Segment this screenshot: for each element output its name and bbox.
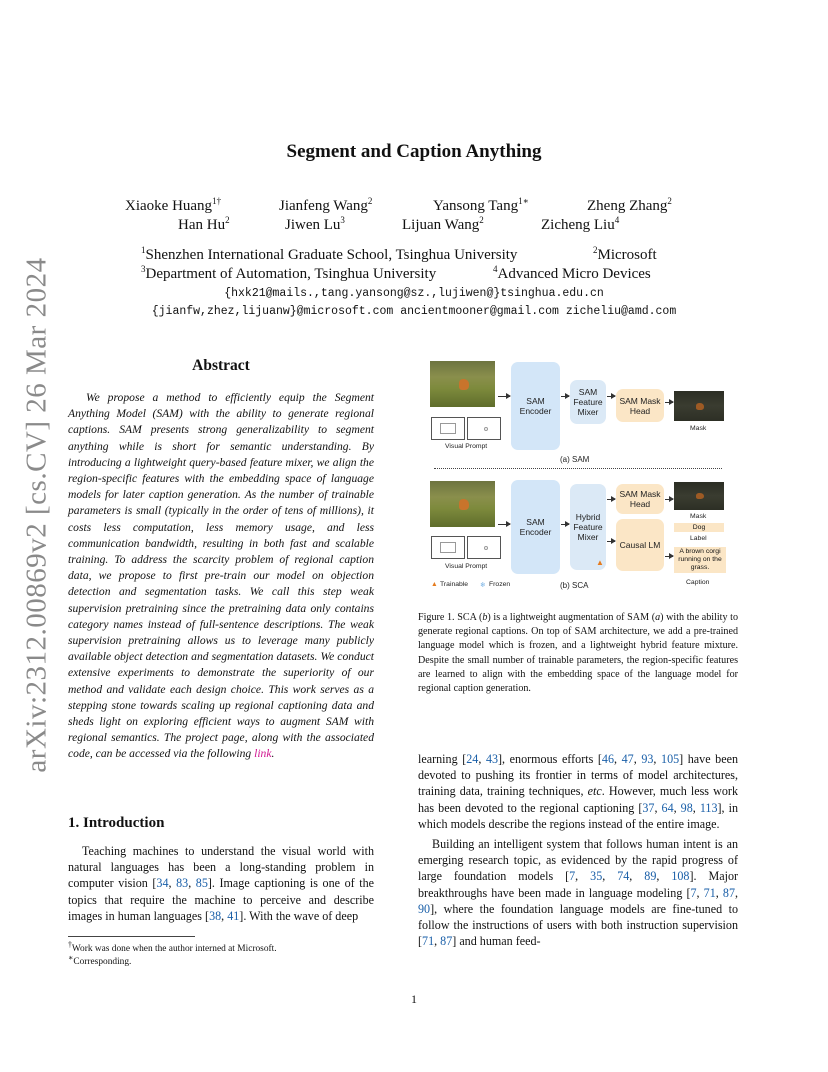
- arrow-a4: [665, 402, 673, 403]
- text-run: ]. Image captioning is one of the topics that require the machine to perceive and describe images in human languages [: [68, 876, 374, 923]
- label-label: Label: [690, 535, 707, 542]
- text-run: ], enormous efforts [: [498, 752, 602, 766]
- figure-1-diagram: [418, 356, 738, 596]
- citation-link[interactable]: 41: [227, 908, 240, 923]
- text-run: ]. With the wave of deep: [239, 908, 359, 923]
- text-run: ,: [629, 869, 645, 884]
- citation-link[interactable]: 47: [621, 752, 634, 766]
- text-run: ,: [715, 885, 723, 900]
- citation-link[interactable]: 93: [641, 752, 654, 766]
- citation-link[interactable]: 105: [661, 752, 680, 766]
- text-run: ]. Major breakthroughs have been made in language modeling [: [418, 869, 738, 900]
- text-run: ,: [696, 885, 704, 900]
- arrow-b6: [665, 556, 673, 557]
- text-run: ,: [654, 800, 662, 815]
- visual-prompt-label-a: Visual Prompt: [445, 443, 488, 450]
- project-page-link[interactable]: link: [254, 747, 272, 761]
- citation-link[interactable]: 71: [422, 934, 435, 949]
- causal-lm: Causal LM: [616, 519, 664, 571]
- text-run: learning [: [418, 752, 467, 766]
- figure-divider: [434, 468, 722, 469]
- citation-link[interactable]: 46: [601, 752, 614, 766]
- affiliation-4: $^4$Advanced Micro Devices: [493, 264, 651, 282]
- intro-paragraph-right-column: [418, 751, 738, 963]
- sam-encoder-b: SAM Encoder: [511, 480, 560, 574]
- text-run: ,: [575, 869, 591, 884]
- author-6: Jiwen Lu$^3$: [285, 215, 345, 233]
- citation-link[interactable]: 38: [209, 908, 222, 923]
- trainable-flame-icon: ▲: [596, 558, 604, 567]
- citation-link[interactable]: 24: [466, 752, 479, 766]
- visual-prompt-label-b: Visual Prompt: [445, 563, 488, 570]
- text-run: ,: [168, 876, 177, 891]
- input-image-a: [430, 361, 495, 407]
- author-8: Zicheng Liu$^4$: [541, 215, 620, 233]
- citation-link[interactable]: 71: [703, 885, 716, 900]
- section-heading-introduction: 1. Introduction: [68, 815, 165, 831]
- affiliation-2: $^2$Microsoft: [593, 245, 657, 263]
- citation-link[interactable]: 7: [690, 885, 697, 900]
- footnote-1: †Work was done when the author interned at Microsoft.: [68, 940, 277, 955]
- arrow-b1: [498, 524, 510, 525]
- subfigure-label-b: (b) SCA: [560, 581, 589, 590]
- citation-link[interactable]: 37: [642, 800, 655, 815]
- citation-link[interactable]: 108: [671, 869, 690, 884]
- caption-text-tag: A brown corgi running on the grass.: [674, 547, 726, 573]
- footnote-2: ∗Corresponding.: [68, 953, 132, 968]
- author-4: Zheng Zhang$^2$: [587, 196, 672, 214]
- text-run: ,: [434, 934, 441, 949]
- email-line-2: {jianfw,zhez,lijuanw}@microsoft.com ancientmooner@gmail.com zicheliu@amd.com: [151, 305, 677, 318]
- text-run: ], in which models describe the regions instead of the entire image.: [418, 800, 738, 831]
- trainable-legend-icon: ▲: [431, 581, 438, 588]
- trainable-legend-label: Trainable: [440, 581, 469, 588]
- arrow-a2: [561, 396, 569, 397]
- citation-link[interactable]: 87: [440, 934, 453, 949]
- mask-output-b: [674, 482, 724, 510]
- text-run: Building an intelligent system that follows human intent is an emerging research topic, as evidenced by the rapid progress of large foundation models [: [418, 837, 738, 884]
- arrow-a1: [498, 396, 510, 397]
- text-run: ,: [188, 876, 196, 891]
- text-run: ,: [602, 869, 618, 884]
- page-number: 1: [411, 992, 417, 1006]
- citation-link[interactable]: 43: [485, 752, 499, 766]
- intro-paragraph-1-left: [68, 843, 374, 925]
- sam-mask-head-a: SAM Mask Head: [616, 389, 664, 422]
- text-run: ] and human feed-: [452, 934, 541, 949]
- text-run: ,: [692, 800, 700, 815]
- text-run: ] have been devoted to pushing its frontier in terms of model architectures, training data, training techniques,: [418, 752, 738, 799]
- text-run: Teaching machines to understand the visual world with natural languages has been a long-standing problem in computer vision [: [68, 844, 374, 891]
- affiliation-3: $^3$Department of Automation, Tsinghua University: [141, 264, 437, 282]
- citation-link[interactable]: 98: [680, 800, 693, 815]
- affiliation-1: $^1$Shenzhen International Graduate School, Tsinghua University: [141, 245, 518, 263]
- text-run: ,: [633, 752, 642, 766]
- citation-link[interactable]: 7: [569, 869, 576, 884]
- citation-link[interactable]: 89: [644, 869, 657, 884]
- author-1: Xiaoke Huang$^{1\dagger}$: [125, 196, 222, 214]
- input-image-b: [430, 481, 495, 527]
- paper-title: Segment and Caption Anything: [286, 141, 542, 162]
- footnote-rule: [68, 936, 195, 937]
- frozen-legend-label: Frozen: [489, 581, 511, 588]
- frozen-legend-icon: ❄: [480, 582, 486, 589]
- visual-prompt-box-b1: [431, 536, 465, 559]
- citation-link[interactable]: 35: [590, 869, 603, 884]
- sam-mask-head-b: SAM Mask Head: [616, 484, 664, 514]
- citation-link[interactable]: 87: [722, 885, 735, 900]
- mask-output-a: [674, 391, 724, 421]
- arxiv-identifier: arXiv:2312.00869v2 [cs.CV] 26 Mar 2024: [20, 257, 53, 773]
- email-line-1: {hxk21@mails.,tang.yansong@sz.,lujiwen@}tsinghua.edu.cn: [224, 287, 604, 300]
- italic-text: etc: [587, 784, 602, 799]
- abstract-body: We propose a method to efficiently equip the Segment Anything Model (SAM) with the ability to generate regional captions. SAM presents strong generalizability to segment anything while is short for semantic understanding. By introducing a lightweight query-based feature mixer, we align the region-specific features with the embedding space of language models for later caption generation. As the number of trainable parameters is small (typically in the order of tens of millions), it costs less computation, less memory usage, and less communication bandwidth, resulting in both fast and scalable training. To address the scarcity problem of regional caption data, we propose to first pre-train our model on objection detection and segmentation tasks. We call this step weak supervision pretraining since the pretraining data only contains category names instead of full-sentence descriptions. The weak supervision pretraining allows us to leverage many publicly available object detection and segmentation datasets. We conduct extensive experiments to demonstrate the superiority of our method and validate each design choice. This work serves as a stepping stone towards scaling up regional captioning data and sheds light on exploring efficient ways to augment SAM with regional semantics. The project page, along with the associated code, can be accessed via the following link.: [68, 391, 374, 761]
- visual-prompt-box-a1: [431, 417, 465, 440]
- citation-link[interactable]: 90: [418, 901, 431, 916]
- arrow-a3: [607, 396, 615, 397]
- author-7: Lijuan Wang$^2$: [402, 215, 484, 233]
- text-run: ,: [221, 908, 228, 923]
- arrow-b5: [665, 499, 673, 500]
- text-run: ,: [614, 752, 622, 766]
- citation-link[interactable]: 113: [699, 800, 718, 815]
- mask-label-a: Mask: [690, 425, 707, 432]
- text-run: ,: [478, 752, 486, 766]
- arrow-b4: [607, 541, 615, 542]
- text-run: ,: [734, 885, 738, 900]
- text-run: . However, much less work has been devoted to the regional captioning [: [418, 784, 738, 815]
- sam-feature-mixer-a: SAM Feature Mixer: [570, 380, 606, 424]
- citation-link[interactable]: 64: [661, 800, 674, 815]
- abstract-heading: Abstract: [192, 357, 250, 374]
- figure-1-caption: Figure 1. SCA (b) is a lightweight augmentation of SAM (a) with the ability to generate regional captions. On top of SAM architecture, we add a pre-trained language model which is frozen, and a lightweight hybrid feature mixture. Despite the small number of trainable parameters, the region-specific features are learned to align with the embedding space of the language model for regional caption generation.: [418, 612, 739, 695]
- text-run: ,: [673, 800, 681, 815]
- mask-label-b: Mask: [690, 513, 707, 520]
- arrow-b2: [561, 524, 569, 525]
- visual-prompt-box-a2: [467, 417, 501, 440]
- caption-label: Caption: [686, 579, 710, 586]
- author-5: Han Hu$^2$: [178, 215, 230, 233]
- citation-link[interactable]: 74: [617, 869, 630, 884]
- text-run: ], where the foundation language models are fine-tuned to follow the instructions of users with both instruction supervision [: [418, 901, 738, 949]
- subfigure-label-a: (a) SAM: [560, 455, 590, 464]
- author-2: Jianfeng Wang$^2$: [279, 196, 373, 214]
- citation-link[interactable]: 34: [156, 876, 169, 891]
- text-run: ,: [653, 752, 662, 766]
- dog-label-tag: Dog: [674, 523, 724, 532]
- citation-link[interactable]: 83: [176, 876, 189, 891]
- arxiv-sidebar-stamp: [14, 235, 60, 795]
- text-run: ,: [656, 869, 672, 884]
- arrow-b3: [607, 499, 615, 500]
- visual-prompt-box-b2: [467, 536, 501, 559]
- sam-encoder-a: SAM Encoder: [511, 362, 560, 450]
- author-3: Yansong Tang$^{1∗}$: [433, 196, 529, 214]
- hybrid-feature-mixer: Hybrid Feature Mixer: [570, 484, 606, 570]
- citation-link[interactable]: 85: [195, 876, 208, 891]
